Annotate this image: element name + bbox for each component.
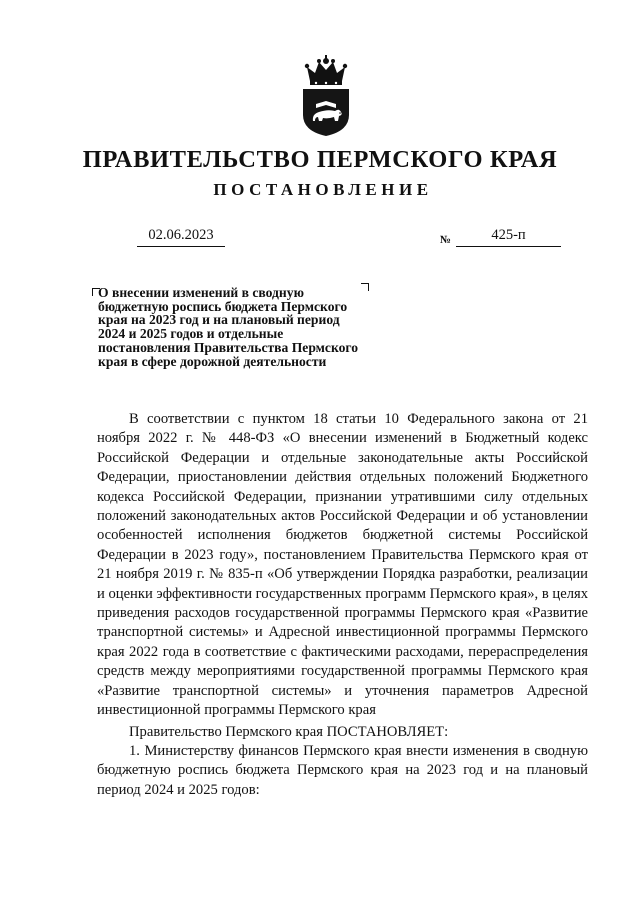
document-type: ПОСТАНОВЛЕНИЕ: [213, 180, 433, 199]
subject-line: постановления Правительства Пермского: [98, 339, 359, 355]
document-date: 02.06.2023: [137, 227, 225, 247]
document-number: 425-п: [456, 227, 561, 247]
document-body: [97, 410, 588, 800]
subject-line: 2024 и 2025 годов и отдельные: [98, 326, 284, 342]
subject-line: О внесении изменений в сводную: [98, 285, 304, 300]
subject-line: края на 2023 год и на плановый период: [98, 312, 340, 328]
number-sign: №: [440, 234, 452, 246]
decree-paragraph: Правительство Пермского края ПОСТАНОВЛЯЕТ:: [129, 723, 449, 740]
preamble-paragraph: В соответствии с пунктом 18 статьи 10 Федерального закона от 21 ноября 2022 г. № 448-ФЗ «О внесении изменений в Бюджетный кодекс Российской Федерации и отдельные законодательные акты Российской Федерации, приостановлении действия отдельных положений Бюджетного кодекса Российской Федерации, признании утратившими силу отдельных положений законодательных актов Российской Федерации и об установлении особенностей исполнения бюджетов бюджетной системы Российской Федерации в 2023 году», постановлением Правительства Пермского края от 21 ноября 2019 г. № 835-п «Об утверждении Порядка разработки, реализации и оценки эффективности государственных программ Пермского края», в целях приведения расходов государственной программы Пермского края «Развитие транспортной системы» и Адресной инвестиционной программы Пермского края 2022 года в соответствие с фактическими расходами, перераспределения средств между мероприятиями государственной программы Пермского края «Развитие транспортной системы» и уточнения параметров Адресной инвестиционной программы Пермского края: [97, 411, 588, 719]
document-subject: [98, 286, 398, 368]
perm-krai-coat-of-arms-icon: [298, 55, 354, 137]
subject-line: бюджетную роспись бюджета Пермского: [98, 298, 348, 314]
government-title: ПРАВИТЕЛЬСТВО ПЕРМСКОГО КРАЯ: [82, 146, 558, 173]
item-1-paragraph: 1. Министерству финансов Пермского края внести изменения в сводную бюджетную роспись бюджета Пермского края на 2023 год и на плановый период 2024 и 2025 годов:: [97, 742, 588, 798]
subject-line: края в сфере дорожной деятельности: [98, 353, 327, 369]
